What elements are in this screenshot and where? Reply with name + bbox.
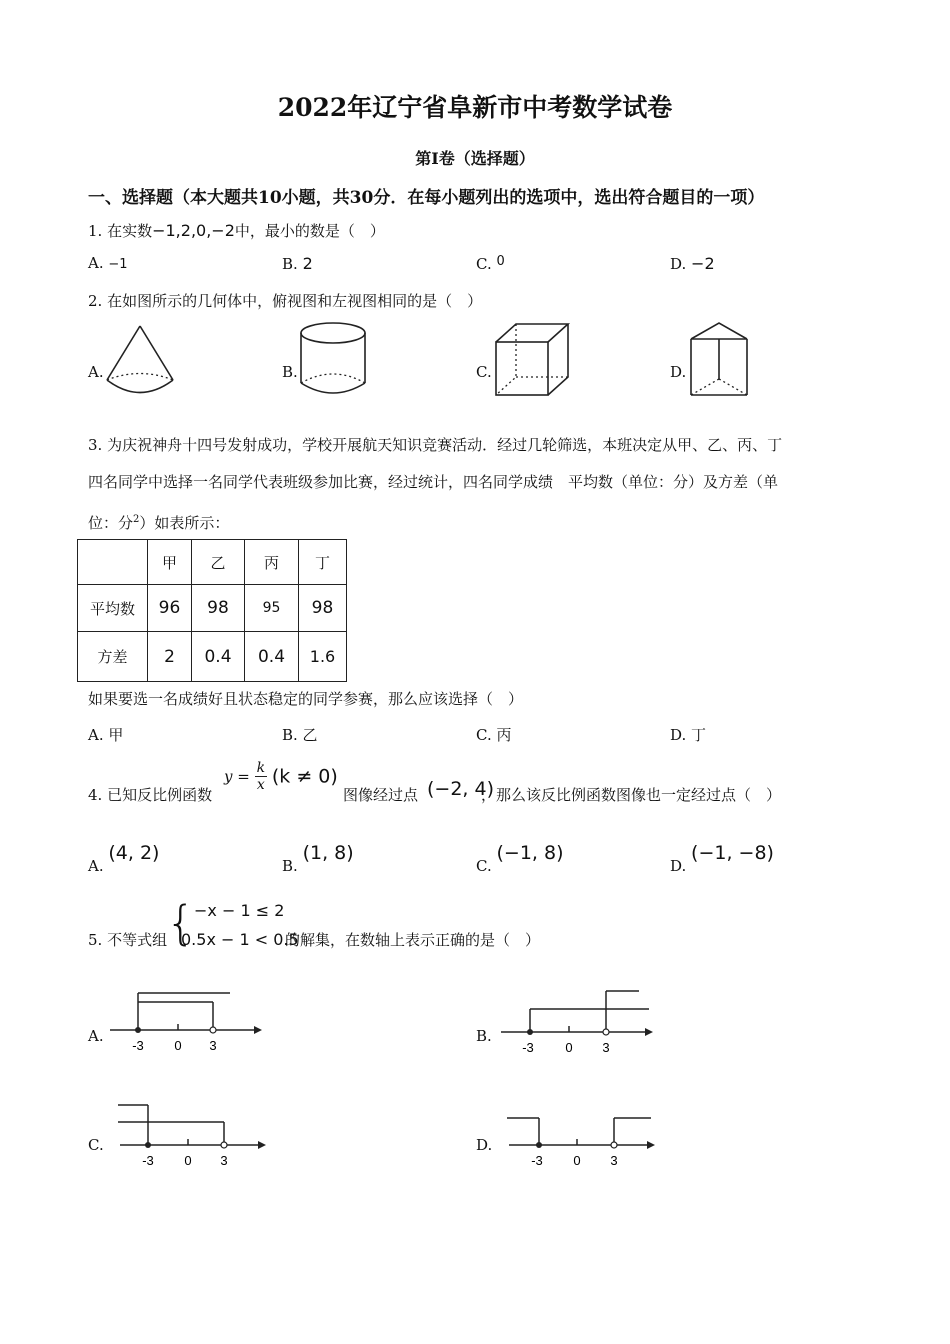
- table-row: [78, 585, 347, 632]
- tick-label: -3: [142, 1153, 154, 1168]
- function-y: y =: [224, 767, 250, 786]
- section-subtitle: 第I卷（选择题）: [415, 149, 535, 168]
- q1-option-d[interactable]: [670, 254, 715, 273]
- cube-icon: [494, 322, 570, 398]
- inequality-1: −x − 1 ≤ 2: [194, 901, 285, 920]
- tick-label: -3: [132, 1038, 144, 1053]
- q4-option-b[interactable]: [282, 842, 354, 875]
- q3-option-d[interactable]: D. 丁: [670, 726, 707, 744]
- inequality-2: 0.5x − 1 < 0.5: [181, 930, 299, 949]
- function-formula: [224, 760, 338, 793]
- table-cell: 95: [245, 585, 299, 632]
- tick-label: 3: [209, 1038, 217, 1053]
- table-header-cell: 丁: [299, 540, 347, 585]
- q2-option-b[interactable]: B.: [282, 363, 298, 381]
- table-row-label: 平均数: [78, 585, 148, 632]
- q2-option-a[interactable]: A.: [88, 363, 104, 381]
- q5-option-a[interactable]: A.: [88, 1027, 104, 1045]
- q3-option-b[interactable]: B. 乙: [282, 726, 318, 744]
- table-header-cell: 乙: [192, 540, 245, 585]
- tick-label: 3: [220, 1153, 228, 1168]
- option-value: 2: [302, 254, 313, 273]
- tick-label: 3: [610, 1153, 618, 1168]
- q2-option-c[interactable]: C.: [476, 363, 492, 381]
- option-label: D.: [670, 857, 692, 875]
- question-1: [88, 220, 385, 241]
- q1-option-b[interactable]: [282, 254, 313, 273]
- option-label: B.: [282, 857, 303, 875]
- q3-option-a[interactable]: A. 甲: [88, 726, 124, 744]
- option-label: A.: [88, 857, 109, 875]
- tick-label: 0: [573, 1153, 581, 1168]
- q1-option-c[interactable]: [476, 254, 505, 273]
- fraction: [255, 760, 267, 793]
- table-row: [78, 632, 347, 682]
- cone-icon: [104, 323, 176, 398]
- brace-icon: {: [166, 896, 196, 950]
- option-label: A.: [88, 254, 109, 272]
- table-cell: 1.6: [299, 632, 347, 682]
- question-1-numbers: −1,2,0,−2: [152, 221, 235, 240]
- question-2: 2. 在如图所示的几何体中，俯视图和左视图相同的是（ ）: [88, 292, 483, 310]
- table-cell: 0.4: [192, 632, 245, 682]
- question-1-prefix: 1. 在实数: [88, 222, 153, 240]
- question-3: [88, 427, 863, 542]
- question-4-prefix: 4. 已知反比例函数: [88, 786, 213, 804]
- question-3-prompt: 如果要选一名成绩好且状态稳定的同学参赛，那么应该选择（ ）: [88, 690, 524, 708]
- q4-option-a[interactable]: [88, 842, 159, 875]
- q5-option-d[interactable]: D.: [476, 1136, 493, 1154]
- q4-option-c[interactable]: [476, 842, 564, 875]
- option-label: D.: [670, 255, 692, 273]
- table-cell: 98: [299, 585, 347, 632]
- tick-label: 3: [602, 1040, 610, 1055]
- q2-option-d[interactable]: D.: [670, 363, 687, 381]
- tick-label: 0: [174, 1038, 182, 1053]
- function-condition: (k ≠ 0): [271, 765, 338, 788]
- text: 位：分: [88, 514, 134, 532]
- q5-option-c[interactable]: C.: [88, 1136, 104, 1154]
- option-value: (−1, −8): [691, 842, 774, 864]
- tick-label: 0: [184, 1153, 192, 1168]
- tick-label: 0: [565, 1040, 573, 1055]
- score-table: [77, 539, 347, 682]
- option-label: B.: [282, 255, 303, 273]
- table-cell: 0.4: [245, 632, 299, 682]
- number-line-c: [118, 1102, 270, 1168]
- option-value: −2: [691, 254, 715, 273]
- question-3-line-1: 3. 为庆祝神舟十四号发射成功，学校开展航天知识竞赛活动．经过几轮筛选，本班决定从甲、乙、丙、丁: [88, 436, 783, 454]
- triangular-prism-icon: [689, 321, 749, 398]
- table-row-label: 方差: [78, 632, 148, 682]
- option-value: −1: [108, 257, 128, 272]
- table-cell: 98: [192, 585, 245, 632]
- table-cell: 2: [148, 632, 192, 682]
- q4-option-d[interactable]: [670, 842, 774, 875]
- section-heading: 一、选择题（本大题共10小题，共30分．在每小题列出的选项中，选出符合题目的一项）: [88, 188, 765, 208]
- fraction-denominator: x: [256, 777, 265, 793]
- option-value: (1, 8): [302, 842, 354, 864]
- table-header-cell: 甲: [148, 540, 192, 585]
- question-5-suffix: 的解集，在数轴上表示正确的是（ ）: [285, 931, 541, 949]
- question-4-point: (−2, 4): [427, 778, 495, 800]
- number-line-b: [499, 989, 651, 1055]
- option-label: C.: [476, 857, 497, 875]
- question-4-suffix: ，那么该反比例函数图像也一定经过点（ ）: [481, 786, 782, 804]
- q3-option-c[interactable]: C. 丙: [476, 726, 512, 744]
- question-3-line-2: 四名同学中选择一名同学代表班级参加比赛，经过统计，四名同学成绩 平均数（单位：分）及方差（单: [88, 473, 779, 491]
- table-header-row: [78, 540, 347, 585]
- option-value: (−1, 8): [496, 842, 564, 864]
- option-value: 0: [496, 254, 505, 269]
- text: ）如表所示：: [139, 514, 230, 532]
- tick-label: -3: [531, 1153, 543, 1168]
- question-3-line-3: [88, 501, 863, 542]
- q5-option-b[interactable]: B.: [476, 1027, 492, 1045]
- q1-option-a[interactable]: [88, 254, 128, 272]
- option-value: (4, 2): [108, 842, 160, 864]
- table-cell: 96: [148, 585, 192, 632]
- question-5-prefix: 5. 不等式组: [88, 931, 168, 949]
- page-title: 2022年辽宁省阜新市中考数学试卷: [277, 93, 673, 122]
- option-label: C.: [476, 255, 497, 273]
- question-1-suffix: 中，最小的数是（ ）: [234, 222, 385, 240]
- number-line-a: [108, 990, 260, 1056]
- cylinder-icon: [299, 321, 367, 399]
- fraction-numerator: k: [256, 760, 266, 776]
- question-4-middle: 图像经过点: [343, 786, 419, 804]
- table-header-cell: 丙: [245, 540, 299, 585]
- superscript: 2: [133, 514, 140, 525]
- number-line-d: [507, 1101, 659, 1167]
- tick-label: -3: [522, 1040, 534, 1055]
- table-header-cell: [78, 540, 148, 585]
